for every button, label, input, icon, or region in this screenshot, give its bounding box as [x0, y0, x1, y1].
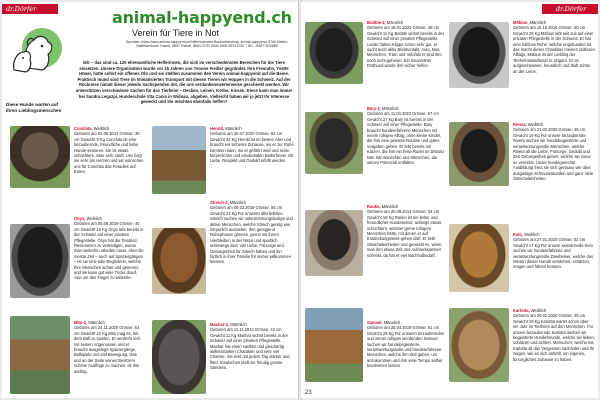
dog-entry-bary: Bary-2, Männlich Geboren am 11.04.2023 Grösse: 67 cm Gewicht 27 Kg Bary ist bereits in der Schweiz auf einer Pflegestelle. Bary braucht hundeerfahrene Menschen mit einem ruhigen Alltag, ohne kleine Kinder, die ihm eine gewisse Routine und gutes Vorgaben geben. Er lebt bereits mit Katzen, die ihm ein feste Rudel an Distanz hält. Wir wünschen uns Menschen, die seinen Potenzial entfalten. — [367, 106, 445, 166]
bank-details: Spenden: https://www.animal-happyend.ch/hilfen/spenden Bankverbindung: animal-happyend, 8766 Matten, Raiffeisenbank Thalwil, 8800 Thalwil, IBAN CH37 8080 8005 9829 6782 7 BIC: RAIFCH22888 — [125, 40, 289, 49]
dog-entry-moebius: Möbius, Männlich Geboren am 10.10.2016 Grösse: 60 cm Gewicht 26 Kg Möbius lebt seit Juli auf einer privaten Pflegestelle in der Schweiz. Er hat eine haltlose Ruhe, welche ungebunden ist, das macht dieser Charakter meines zeitlosen Alltags. Möbius ist der Liebling der Tierheimmitarbeiter in Ungarn. Er ist aufgeschlossen, freundlich und läuft schön an der Leine. — [513, 20, 595, 74]
dog-entry-bubble: Bubble-3, Männlich Geboren am 18.01.2022 Grösse: 48 cm Gewicht 11 Kg Bubble wohnt bereits in der Schweiz auf einer privaten Pflegestelle. Leider haben Klippe schon sehr gut, er sucht auch aktiv Blickkontakt. Auto, Bus, Menschen, Tram und Velofahrer sind ihm noch nicht geheuer. Ein souveräner Ersthund würde ihm sicher helfen. — [367, 20, 445, 69]
brand-logo: dr.Dörfer — [2, 4, 58, 14]
waiting-dogs-heading: Diese Hunde warten auf ihren Lieblingsmenschen — [6, 102, 62, 113]
dog-photo-bary — [305, 112, 363, 174]
dog-entry-herold: Herold, Männlich Geboren am 30.07.2020 Grösse: 64 cm Gewicht 32 Kg Herold ist im besten Alter und braucht ein sicheres Zuhause, wo er zur Ruhe kommen kann, wo er geführt wird und seine körperlichen und emotionalen Bedürfnisse mit Liebe, Respekt und Geduld erfüllt werden. — [210, 126, 294, 164]
left-page — [2, 2, 299, 398]
dog-photo-streich — [152, 228, 206, 294]
brand-logo-right: dr.Dörfer — [542, 4, 598, 14]
site-title: animal-happyend.ch — [112, 8, 292, 27]
dog-entry-rauko: Rauko, Männlich Geboren am 20.09.2014 Grösse: 54 cm Gewicht 18 Kg Rauko ist ein lieber und freundlicher Hundesenior, anfangs etwas schüchtern, welcher gerne ruhigere Menschen hätte, mit denen er auf Entdeckungsreise gehen darf. Er liebt Streicheleinheiten und geniesst es, wenn man ihm etwas Zeit und Aufmerksamkeit schenkt, da hat er viel Nachholbedarf. — [367, 204, 442, 258]
dog-entry-onyx: Onyx, Weiblich Geboren am 06.09.2019 Grösse: 45 cm Gewicht 16 Kg Onyx lebt bereits in der Schweiz auf einer privaten Pflegestelle. Onyx hat die Tendenz, Ressourcen zu verteidigen, woran man weiterhin arbeiten muss. Aber die meiste Zeit – auch auf Spaziergängen – ist sie eine tolle Begleiterin, welche Ihre Menschen achtet und geniesst, und sie kann gut viele Tricks drauf, »sie um den Finger zu wickeln«. — [74, 216, 144, 281]
dogs-logo-icon — [8, 24, 66, 80]
dog-entry-kelo: Kelo, Weiblich Geboren am 27.01.2020 Grösse: 52 cm Gewicht 17 Kg Für unsere wundervolle Kelo suchen wir hundeerfahrene und verantwortungsvolle Zweibeiner, welche das Wesen dieser Hunde verstehen, schätzen, mögen und führen können. — [513, 232, 594, 270]
dog-photo-samuel — [305, 308, 363, 382]
dog-entry-streich: Streich-2, Männlich Geboren am 08.03.2019 Grösse: 55 cm Gewicht 23 Kg Für unseren allerliebsten Streich suchen wir unternehmungslustige und aktive Menschen, welche Streich geistig wie körperlich auslasten. Ihm genügend Ruhephasen gönnen, gerne mit ihrem Hierbleiben in der Natur und sportlich unterwegs sind, viel Liebe, Fürsorge und Geborgenheit für Streich haben und ihn fortlich in ihrer Familie für immer willkommen heissen. — [210, 200, 293, 265]
dog-entry-karlotta: Karlotta, Weiblich Geboren am 20.02.2020 Grösse: 45 cm Gewicht 19 Kg Karlotta wartet schon über ein Jahr im Tierheim auf den Menschen. Für unsere bezaubernde Karlotta suchen wir begeisterte Hundefreunde, welche sie lieben, schätzen und achten. Menschen, welche mit Karlotta all das Vergessen nachholen und ihr zeigen, wie es sich anfühlt, ein eigenes, fürsorgliches Zuhause zu haben. — [513, 308, 595, 362]
right-page — [301, 2, 598, 398]
dog-entry-mito: Mito-2, Männlich Geboren am 24.11.2020 Grösse: 63 cm Gewicht 23 Kg Mito mag es, mit dem Ball zu spielen. Er verdreht sich mit seinen Artgenossen und er braucht ausgiebige Spaziergänge, Ballspiele und viel Bewegung. Das und an der Seite seines Besitzers schöne Ausflüge zu machen, ist ihm wichtig. — [74, 320, 141, 374]
dog-photo-rivera — [449, 122, 509, 186]
dog-photo-karlotta — [449, 308, 509, 382]
dog-photo-conchita — [10, 126, 70, 188]
dog-entry-conchita: Conchita, Weiblich Geboren am 03.06.2013 Grösse: 38 cm Gewicht 9 Kg Conchita ist eine bezaubernde, freundliche und liebe Hunde-senioren. Sie ist etwas schüchtern, aber sehr sanft. Uns liegt sie sehr am Herzen und wir wünschen uns für Conchita das Paradies auf Erden. — [74, 126, 144, 175]
intro-text: Wir – das sind ca. 120 ehrenamtliche Helferinnen, die sich im verschiedensten Bereichen für die Tiere einsetzen. Unsere Organisation wurde vor 18 Jahren von Yvonne Fiedler gegründet. Ihre Freundin, Yvette Hüner, hatte sofort ein offenes Ohr und sie stellten zusammen den Verein animal-happyend auf die Beine. Praktisch mund sind Tiere im klimatisierten Transport mit diesen Tieren wir Hoppen in die Schweiz. Auf der Rückreise nimmt dieser jeweils Sachspenden mit, die uns verdankenswerterweise geschenkt werden. Wir unterstützen verschiedene Sachen für das Tierheim – Decken, Leinen, Körbe, Kissen. Diese kann man immer bei Sandra Legazpi, Hundeschule Vita Canis in Widnau, abgeben. Vielleicht haben wir ja jetzt Ihr Interesse geweckt und Sie möchten ebenfalls helfen? — [75, 60, 293, 105]
dog-photo-mashar — [152, 320, 206, 394]
dog-photo-onyx — [10, 224, 70, 298]
dog-photo-rauko — [305, 210, 363, 276]
dog-photo-kelo — [449, 224, 509, 292]
dog-photo-bubble — [305, 22, 363, 84]
dog-photo-mito — [10, 316, 70, 394]
dog-entry-rivera: Rivera, Weiblich Geboren am 21.02.2020 Grösse: 48 cm Gewicht 19 Kg Für unsere bezaubernde Rivera suchen wir hundebegeisterte und verantwortungsvolle Menschen, welche Rivera all die Liebe, Fürsorge, Geduld und Zeit Geborgenheit geben, welche sie zuvor so vermisst. Unser hundegerechte Ausbildung freut sie sich genauso wie über ausgiebige Schmusestunden und ganz viele Streicheleinheiten. — [513, 122, 594, 182]
site-subtitle: Verein für Tiere in Not — [132, 28, 220, 38]
dog-entry-samuel: Samuel, Männlich Geboren am 25.04.2019 Grösse: 61 cm Gewicht 29 Kg Für unseren bezaubernden und immer ruhigen werdenden Samuel suchen wir hundebegeisterte, verantwortungsvolle und hundeerfahrene Menschen, welche ihm Zeit geben, um anzukommen und ihm viele Tempo selber bestimmen lassen. — [367, 320, 445, 369]
dog-entry-mashar: Mashar-2, Männlich Geboren am 11.11.2012 Grösse: 42 cm Gewicht 11 Kg Mashar wohnt bereits in der Schweiz auf einer privaten Pflegestelle. Mashar hat einen sanften und gleichartig willensstarken Charakter und sehr viel Charme. Sie wird mit jedem Tag stärker und fitter. Inzwischen läuft sie freudig grosse Strecken. — [210, 322, 290, 371]
dog-photo-herold — [152, 126, 206, 194]
dog-photo-moebius — [449, 22, 509, 88]
page-number: 23 — [305, 390, 312, 396]
